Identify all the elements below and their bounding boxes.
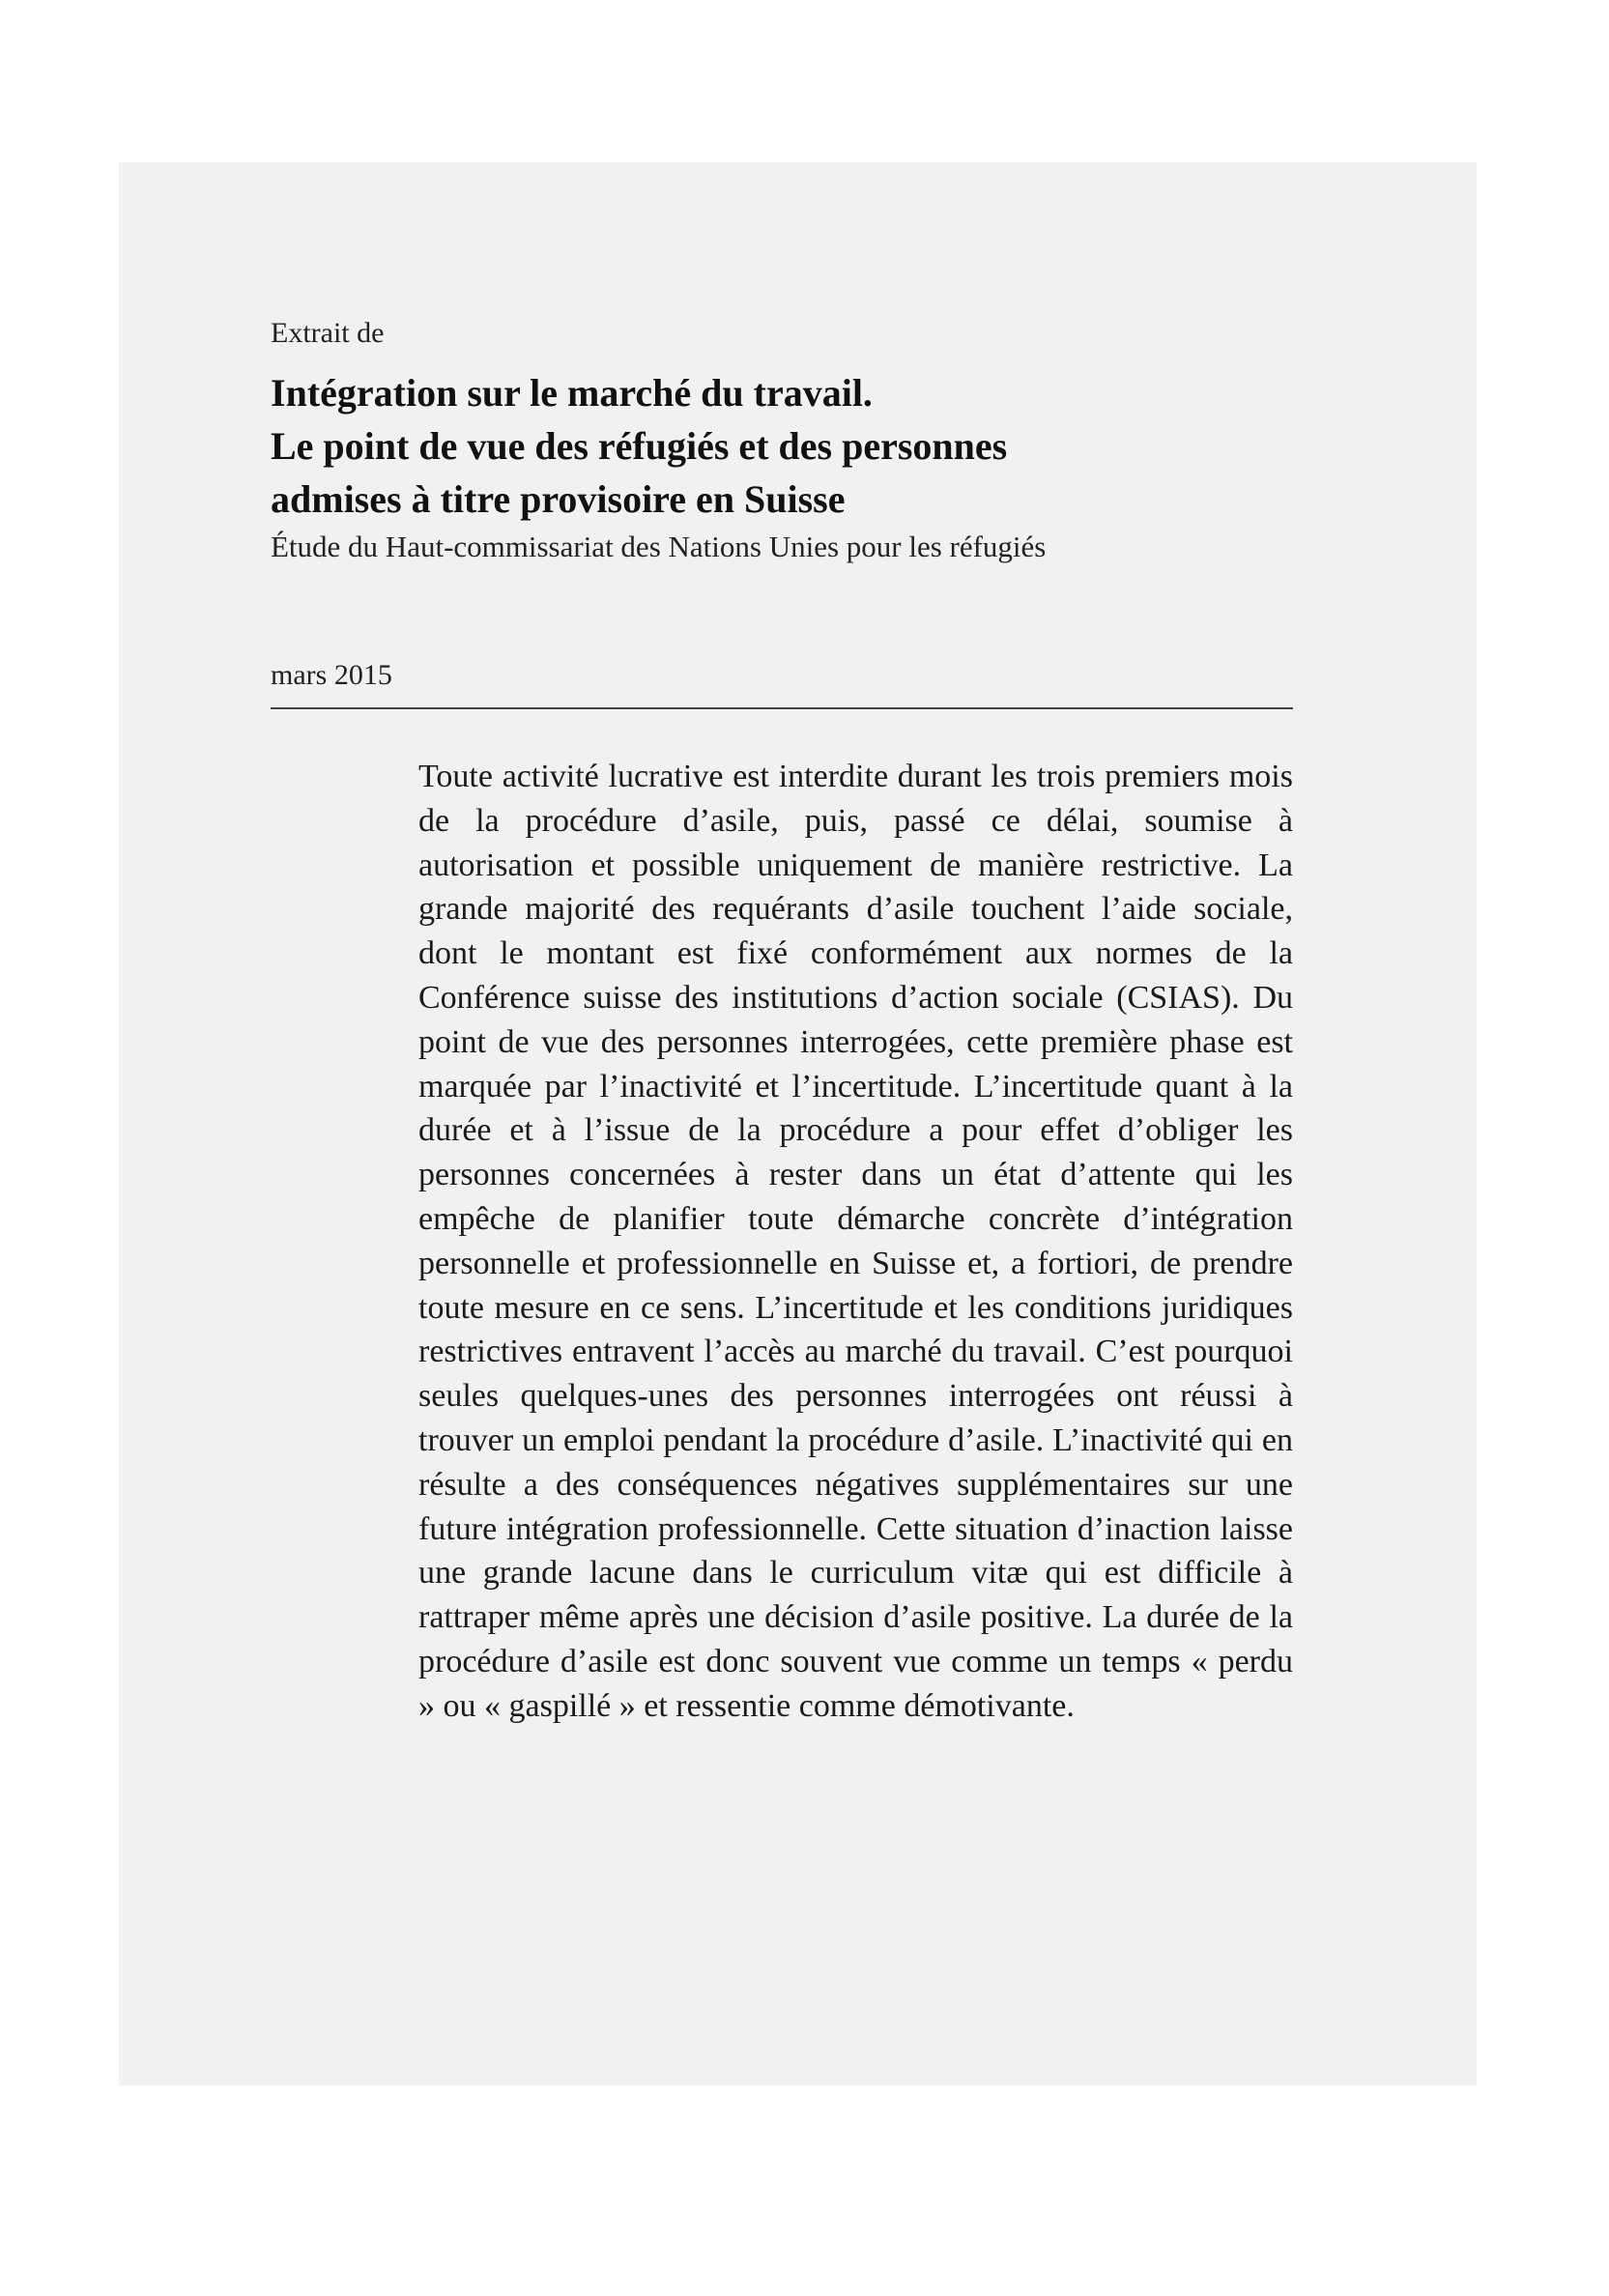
title-line-3: admises à titre provisoire en Suisse (271, 477, 846, 521)
publication-date: mars 2015 (271, 659, 392, 691)
document-title (271, 366, 1293, 526)
document-subtitle: Étude du Haut-commissariat des Nations Unies pour les réfugiés (271, 530, 1047, 563)
extract-label: Extrait de (271, 317, 385, 349)
body-paragraph: Toute activité lucrative est interdite durant les trois premiers mois de la procédure d’asile, puis, passé ce délai, soumise à autorisation et possible uniquement de manière restrictive. La grande majorité des requérants d’asile touchent l’aide sociale, dont le montant est fixé conformément aux normes de la Conférence suisse des institutions d’action sociale (CSIAS). Du point de vue des personnes interrogées, cette première phase est marquée par l’inactivité et l’incertitude. L’incertitude quant à la durée et à l’issue de la procédure a pour effet d’obliger les personnes concernées à rester dans un état d’attente qui les empêche de planifier toute démarche concrète d’intégration personnelle et professionnelle en Suisse et, a fortiori, de prendre toute mesure en ce sens. L’incertitude et les conditions juridiques restrictives entravent l’accès au marché du travail. C’est pourquoi seules quelques-unes des personnes interrogées ont réussi à trouver un emploi pendant la procédure d’asile. L’inactivité qui en résulte a des conséquences négatives supplémentaires sur une future intégration professionnelle. Cette situation d’inaction laisse une grande lacune dans le curriculum vitæ qui est difficile à rattraper même après une décision d’asile positive. La durée de la procédure d’asile est donc souvent vue comme un temps « perdu » ou « gaspillé » et ressentie comme démotivante. (418, 759, 1293, 1724)
title-line-2: Le point de vue des réfugiés et des personnes (271, 424, 1008, 468)
title-line-1: Intégration sur le marché du travail. (271, 371, 873, 415)
header-divider (271, 707, 1293, 709)
document-header (271, 314, 1293, 568)
